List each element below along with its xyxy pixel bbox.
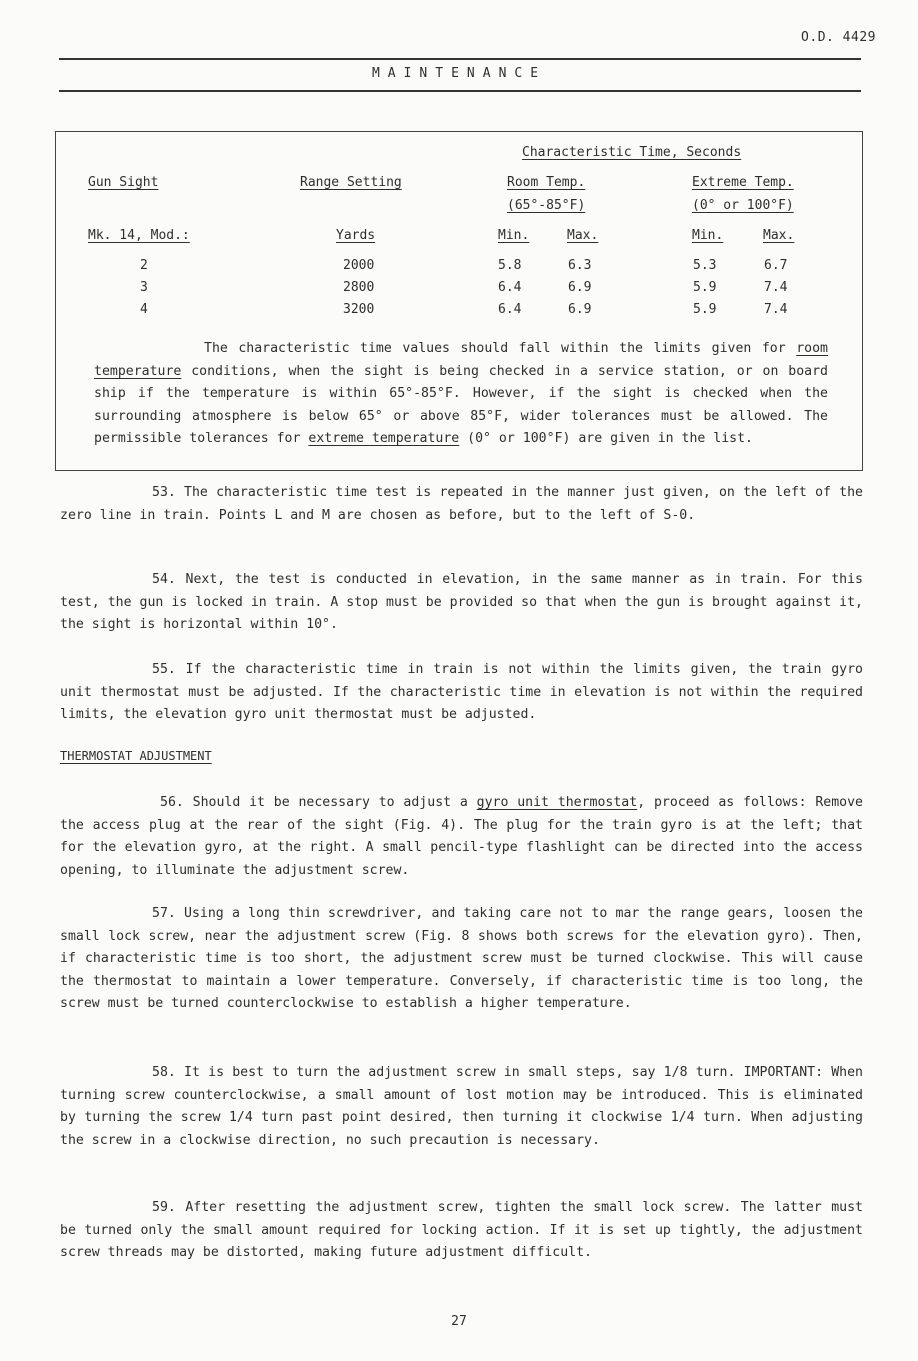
col-header-room-temp: Room Temp.	[507, 175, 586, 190]
table-cell-yards: 3200	[343, 302, 375, 317]
paragraph-58-text: 58. It is best to turn the adjustment screw in small steps, say 1/8 turn. IMPORTANT: When turning screw counterclockwise, a small amount of lost motion may be introduced. This is eliminated by turning the screw 1/4 turn past point desired, then turning it clockwise 1/4 turn. When adjusting the screw in a clockwise direction, no such precaution is necessary.	[60, 1065, 863, 1148]
table-cell-room-max: 6.9	[568, 302, 592, 317]
paragraph-56-text: 56. Should it be necessary to adjust a	[160, 795, 477, 810]
table-cell-yards: 2800	[343, 280, 375, 295]
table-cell-mod: 4	[140, 302, 148, 317]
sub-header-yards: Yards	[336, 228, 376, 243]
table-note	[94, 338, 828, 451]
paragraph-59-text: 59. After resetting the adjustment screw, tighten the small lock screw. The latter must be turned only the small amount required for locking action. If it is set up tightly, the adjustment screw threads may be distorted, making future adjustment difficult.	[60, 1200, 863, 1261]
table-cell-mod: 3	[140, 280, 148, 295]
page-number: 27	[451, 1314, 467, 1329]
paragraph-56	[60, 792, 863, 882]
paragraph-53-text: 53. The characteristic time test is repeated in the manner just given, on the left of the zero line in train. Points L and M are chosen as before, but to the left of S-0.	[60, 485, 863, 523]
header-rule-bottom	[59, 90, 861, 92]
col-header-room-range: (65°-85°F)	[507, 198, 586, 213]
table-super-header: Characteristic Time, Seconds	[522, 145, 742, 160]
paragraph-58	[60, 1062, 863, 1152]
table-cell-mod: 2	[140, 258, 148, 273]
table-cell-extreme-max: 7.4	[764, 280, 788, 295]
sub-header-extreme-min: Min.	[692, 228, 724, 243]
table-cell-yards: 2000	[343, 258, 375, 273]
paragraph-59	[60, 1197, 863, 1265]
paragraph-57	[60, 903, 863, 1016]
table-cell-room-min: 6.4	[498, 280, 522, 295]
col-header-extreme-temp: Extreme Temp.	[692, 175, 794, 190]
table-note-text: conditions, when the sight is being checked in a service station, or on board ship if the temperature is within 65°-85°F. However, if the sight is checked when the surrounding atmosphere is below 65° or above 85°F, wider tolerances must be allowed. The permissible tolerances for	[94, 363, 828, 447]
table-cell-room-max: 6.3	[568, 258, 592, 273]
table-cell-extreme-min: 5.9	[693, 280, 717, 295]
section-heading-thermostat-adjustment: THERMOSTAT ADJUSTMENT	[60, 749, 212, 763]
paragraph-54	[60, 569, 863, 637]
paragraph-54-text: 54. Next, the test is conducted in elevation, in the same manner as in train. For this test, the gun is locked in train. A stop must be provided so that when the gun is brought against it, the sight is horizontal within 10°.	[60, 572, 863, 633]
running-title: MAINTENANCE	[371, 66, 547, 81]
col-header-extreme-range: (0° or 100°F)	[692, 198, 794, 213]
table-note-text: The characteristic time values should fall within the limits given for	[204, 341, 797, 356]
table-cell-extreme-min: 5.9	[693, 302, 717, 317]
tolerance-table-box	[55, 131, 863, 471]
table-cell-room-min: 6.4	[498, 302, 522, 317]
paragraph-56-text: , proceed as follows: Remove the access plug at the rear of the sight (Fig. 4). The plug for the train gyro is at the left; that for the elevation gyro, at the right. A small pencil-type flashlight can be directed into the access opening, to illuminate the adjustment screw.	[60, 795, 863, 878]
table-cell-room-min: 5.8	[498, 258, 522, 273]
sub-header-room-max: Max.	[567, 228, 599, 243]
paragraph-56-gyro-unit-thermostat: gyro unit thermostat	[476, 795, 638, 810]
table-cell-extreme-min: 5.3	[693, 258, 717, 273]
table-note-room-temperature: room temperature	[94, 341, 828, 379]
col-header-range-setting: Range Setting	[300, 175, 402, 190]
col-header-gun-sight: Gun Sight	[88, 175, 159, 190]
paragraph-55-text: 55. If the characteristic time in train is not within the limits given, the train gyro unit thermostat must be adjusted. If the characteristic time in elevation is not within the required limits, the elevation gyro unit thermostat must be adjusted.	[60, 662, 863, 723]
sub-header-extreme-max: Max.	[763, 228, 795, 243]
document-number: O.D. 4429	[801, 30, 876, 45]
paragraph-55	[60, 659, 863, 727]
header-rule-top	[59, 58, 861, 60]
table-cell-extreme-max: 6.7	[764, 258, 788, 273]
paragraph-53	[60, 482, 863, 527]
sub-header-model: Mk. 14, Mod.:	[88, 228, 190, 243]
table-cell-room-max: 6.9	[568, 280, 592, 295]
paragraph-57-text: 57. Using a long thin screwdriver, and taking care not to mar the range gears, loosen the small lock screw, near the adjustment screw (Fig. 8 shows both screws for the elevation gyro). Then, if characteristic time is too short, the adjustment screw must be turned clockwise. This will cause the thermostat to maintain a lower temperature. Conversely, if characteristic time is too long, the screw must be turned counterclockwise to establish a higher temperature.	[60, 906, 863, 1012]
table-note-text: (0° or 100°F) are given in the list.	[459, 431, 753, 447]
table-note-extreme-temperature: extreme temperature	[308, 431, 460, 447]
sub-header-room-min: Min.	[498, 228, 530, 243]
table-cell-extreme-max: 7.4	[764, 302, 788, 317]
